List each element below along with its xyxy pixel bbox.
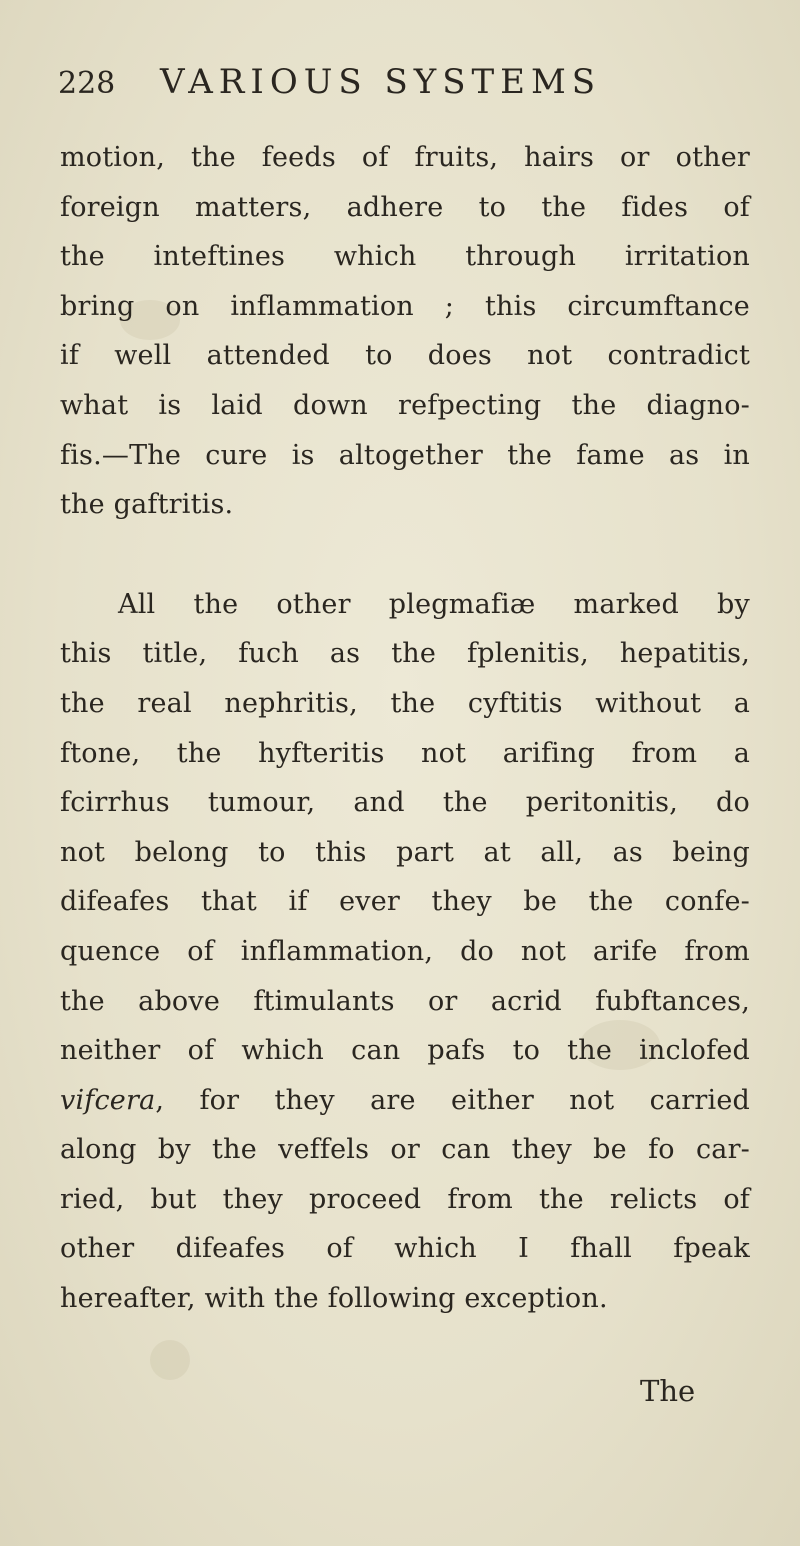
text-line: the gaftritis.	[60, 489, 234, 521]
text-line: the real nephritis, the cyftitis without a	[60, 687, 750, 719]
catchword: The	[640, 1374, 696, 1408]
text-line: the above ftimulants or acrid fubftances,	[60, 985, 750, 1017]
text-line: neither of which can pafs to the inclofed	[60, 1035, 750, 1067]
running-head	[58, 62, 758, 112]
text-line: along by the veffels or can they be fo car-	[60, 1134, 750, 1166]
text-line: foreign matters, adhere to the fides of	[60, 191, 750, 223]
italic-word: vifcera	[60, 1084, 156, 1116]
text-line: if well attended to does not contradict	[60, 340, 750, 372]
paragraph-gap	[60, 530, 750, 580]
text-line: difeafes that if ever they be the confe-	[60, 886, 750, 918]
text-line: quence of inflammation, do not arife from	[60, 935, 750, 967]
text-line: not belong to this part at all, as being	[60, 836, 750, 868]
body-text	[60, 133, 750, 1324]
paper-stain	[150, 1340, 190, 1380]
text-line: this title, fuch as the fplenitis, hepatitis,	[60, 638, 750, 670]
text-line-italic-start: vifcera, for they are either not carried	[60, 1084, 750, 1116]
text-line: bring on inflammation ; this circumftance	[60, 290, 750, 322]
text-line: motion, the feeds of fruits, hairs or other	[60, 142, 750, 173]
text-line: All the other plegmafiæ marked by	[118, 588, 750, 620]
page-number: 228	[58, 66, 116, 101]
text-line: ftone, the hyfteritis not arifing from a	[60, 737, 750, 769]
text-line: fis.—The cure is altogether the fame as in	[60, 439, 750, 471]
text-line: ried, but they proceed from the relicts of	[60, 1183, 750, 1215]
text-line: the inteftines which through irritation	[60, 241, 750, 273]
running-title: VARIOUS SYSTEMS	[160, 62, 602, 102]
text-line: fcirrhus tumour, and the peritonitis, do	[60, 787, 750, 819]
text-line: what is laid down refpecting the diagno-	[60, 389, 750, 421]
text-line: hereafter, with the following exception.	[60, 1283, 608, 1315]
text-line: other difeafes of which I fhall fpeak	[60, 1233, 750, 1265]
